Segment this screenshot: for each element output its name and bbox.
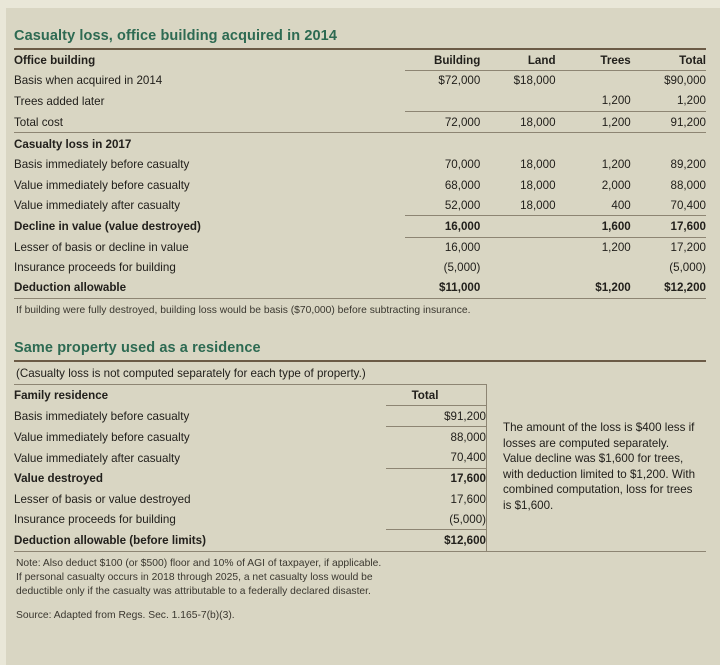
row-label: Trees added later	[14, 94, 105, 108]
row-label: Casualty loss in 2017	[14, 133, 405, 155]
row-value: 16,000	[405, 216, 480, 237]
row-value	[556, 133, 631, 155]
section2-caption: (Casualty loss is not computed separately for each type of property.)	[16, 367, 366, 381]
row-value: 88,000	[670, 178, 706, 192]
row-value: 72,000	[405, 111, 480, 132]
section2-notes	[14, 552, 706, 599]
section2-title: Same property used as a residence	[14, 340, 261, 357]
table-row	[14, 111, 706, 132]
section2-body	[14, 384, 706, 551]
residence-table-body	[14, 385, 486, 551]
table-row	[14, 175, 706, 195]
row-value: 18,000	[520, 158, 556, 172]
section1-title: Casualty loss, office building acquired in 2014	[14, 28, 337, 44]
table-row	[14, 258, 706, 278]
row-value: 88,000	[386, 427, 486, 448]
row-value	[556, 70, 631, 91]
row-value	[480, 237, 555, 258]
row-value: 18,000	[480, 111, 555, 132]
row-value: $1,200	[595, 281, 631, 295]
table-row	[14, 237, 706, 258]
row-value: 17,600	[386, 468, 486, 489]
row-label: Decline in value (value destroyed)	[14, 220, 201, 234]
row-value: 17,200	[670, 241, 706, 255]
row-value: 1,200	[676, 94, 706, 108]
column-header: Land	[480, 50, 555, 70]
exhibit-panel	[6, 8, 720, 665]
row-value: $91,200	[444, 409, 486, 423]
note-line-3: deductible only if the casualty was attributable to a federally declared disaster.	[16, 585, 371, 597]
table-row	[14, 406, 486, 427]
row-value: $12,200	[664, 281, 706, 295]
table-row	[14, 427, 486, 448]
column-header: Family residence	[14, 389, 109, 403]
section1-footnote: If building were fully destroyed, building loss would be basis ($70,000) before subtracting insurance.	[16, 305, 471, 317]
table-row	[14, 195, 706, 216]
table-row	[14, 278, 706, 298]
note-line-2: If personal casualty occurs in 2018 through 2025, a net casualty loss would be	[16, 571, 373, 583]
row-value	[556, 258, 631, 278]
column-header: Total	[386, 385, 486, 406]
row-value: 1,200	[601, 158, 631, 172]
table-header-row	[14, 385, 486, 406]
row-label: Value immediately before casualty	[14, 431, 190, 445]
row-label: Value destroyed	[14, 472, 103, 486]
row-value	[631, 133, 706, 155]
exhibit-content	[14, 14, 706, 625]
row-value	[405, 133, 480, 155]
row-value: 1,200	[601, 241, 631, 255]
section2-sidenote: The amount of the loss is $400 less if losses are computed separately. Value decline was $1,600 for trees, with deduction limited to $1,200. With combined computation, loss for trees is $1,600.	[503, 421, 696, 513]
table-row	[14, 489, 486, 509]
row-value	[480, 216, 555, 237]
table-row	[14, 133, 706, 155]
table-row	[14, 530, 486, 551]
table-row	[14, 468, 486, 489]
row-value: 89,200	[670, 158, 706, 172]
source-line: Source: Adapted from Regs. Sec. 1.165-7(b)(3).	[16, 609, 235, 621]
row-value: $12,600	[386, 530, 486, 551]
row-value: 17,600	[450, 492, 486, 506]
row-value: $72,000	[438, 74, 481, 88]
residence-table	[14, 385, 486, 551]
table-row	[14, 70, 706, 91]
row-value: (5,000)	[449, 512, 486, 526]
residence-table-wrap	[14, 384, 486, 551]
row-value	[480, 258, 555, 278]
row-value: 16,000	[444, 241, 481, 255]
row-value: 2,000	[601, 178, 631, 192]
row-value: 52,000	[444, 198, 481, 212]
row-value: 1,600	[556, 216, 631, 237]
casualty-loss-table-body	[14, 50, 706, 298]
row-label: Basis immediately before casualty	[14, 410, 190, 424]
row-label: Value immediately after casualty	[14, 199, 181, 213]
row-value: $11,000	[439, 281, 481, 295]
row-value: 18,000	[520, 198, 556, 212]
row-label: Insurance proceeds for building	[14, 261, 176, 275]
row-value	[480, 91, 555, 112]
table-header-row	[14, 50, 706, 70]
row-label: Insurance proceeds for building	[14, 513, 176, 527]
row-value: $18,000	[513, 74, 556, 88]
row-label: Lesser of basis or value destroyed	[14, 492, 191, 506]
row-value	[405, 91, 480, 112]
row-value: 1,200	[601, 94, 631, 108]
row-value: 91,200	[631, 111, 706, 132]
column-header: Total	[631, 50, 706, 70]
row-label: Deduction allowable (before limits)	[14, 533, 206, 547]
row-value: 18,000	[520, 178, 556, 192]
row-label: Basis immediately before casualty	[14, 158, 190, 172]
row-value: 68,000	[444, 178, 481, 192]
row-value: 70,400	[450, 451, 486, 465]
row-label: Lesser of basis or decline in value	[14, 241, 189, 255]
column-header: Office building	[14, 54, 96, 68]
table-row	[14, 448, 486, 469]
row-label: Deduction allowable	[14, 281, 127, 295]
casualty-loss-table	[14, 50, 706, 298]
table-row	[14, 91, 706, 112]
table-row	[14, 216, 706, 237]
row-value: 400	[611, 198, 631, 212]
row-value: 70,000	[444, 158, 481, 172]
note-line-1: Note: Also deduct $100 (or $500) floor and 10% of AGI of taxpayer, if applicable.	[16, 557, 382, 569]
row-label: Basis when acquired in 2014	[14, 74, 163, 88]
row-label: Value immediately after casualty	[14, 451, 181, 465]
row-value: $90,000	[664, 74, 706, 88]
row-value: (5,000)	[443, 261, 481, 275]
row-value: 17,600	[631, 216, 706, 237]
row-value: (5,000)	[669, 261, 706, 275]
row-value: 70,400	[670, 198, 706, 212]
row-label: Value immediately before casualty	[14, 178, 190, 192]
table-row	[14, 509, 486, 530]
row-value: 1,200	[556, 111, 631, 132]
column-header: Trees	[556, 50, 631, 70]
row-value	[480, 133, 555, 155]
column-header: Building	[405, 50, 480, 70]
row-label: Total cost	[14, 115, 63, 129]
row-value	[480, 278, 555, 298]
table-row	[14, 155, 706, 175]
